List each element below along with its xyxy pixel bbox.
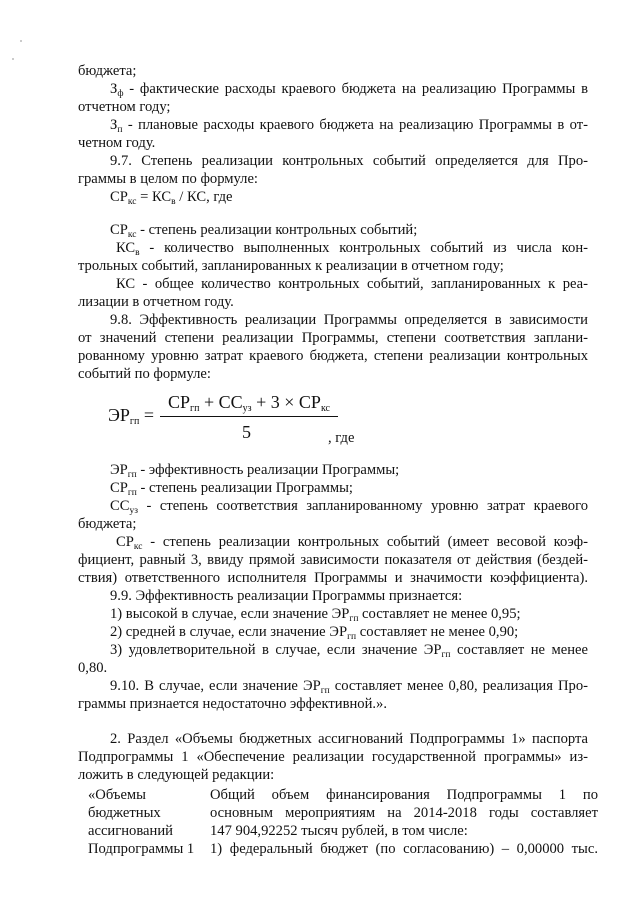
- text-line: ложить в следующей редакции:: [78, 767, 275, 783]
- text-line: 9.7. Степень реализации контрольных событий определяется для Про-: [110, 153, 588, 169]
- scan-speck: [20, 40, 22, 42]
- formula-inline: $СР_{кс} = КС_в$ / КС, где: [110, 189, 233, 207]
- formula-lhs: $ЭР_{гп}$ =: [108, 405, 155, 427]
- table-cell-value: основным мероприятиям на 2014-2018 годы составляет: [210, 805, 598, 821]
- text-line: $СС_{уз}$ - степень соответствия запланированному уровню затрат краевого: [110, 498, 588, 516]
- text-line: рованному уровню затрат краевого бюджета, степени реализации контрольных: [78, 348, 588, 364]
- text-line: $СР_{гп}$ - степень реализации Программы;: [110, 480, 353, 498]
- list-item: 1) высокой в случае, если значение $ЭР_{гп}$ составляет не менее 0,95;: [110, 606, 521, 624]
- scan-speck: [12, 58, 14, 60]
- text-line: от значений степени реализации Программы, степени соответствия заплани-: [78, 330, 588, 346]
- formula-numerator: $СР_{гп} + СС_{уз} + 3 \times СР_{кс}$: [168, 392, 330, 414]
- text-line: $КС_в$ - количество выполненных контрольных событий из числа кон-: [116, 240, 588, 258]
- text-line: $З_п$ - плановые расходы краевого бюджета на реализацию Программы в от-: [110, 117, 588, 135]
- fraction-bar: [160, 416, 338, 417]
- text-line: фициент, равный 3, ввиду прямой зависимости показателя от действия (бездей-: [78, 552, 588, 568]
- table-cell-value: 1) федеральный бюджет (по согласованию) – 0,00000 тыс.: [210, 841, 598, 857]
- text-line: 9.8. Эффективность реализации Программы определяется в зависимости: [110, 312, 588, 328]
- text-line: отчетном году;: [78, 99, 171, 115]
- efficiency-formula: [108, 392, 368, 452]
- text-line: $СР_{кс}$ - степень реализации контрольных событий (имеет весовой коэф-: [116, 534, 588, 552]
- table-cell-label: ассигнований: [88, 823, 173, 839]
- text-line: $ЭР_{гп}$ - эффективность реализации Программы;: [110, 462, 400, 480]
- formula-suffix: , где: [328, 430, 355, 446]
- text-line: 9.10. В случае, если значение $ЭР_{гп}$ составляет менее 0,80, реализация Про-: [110, 678, 588, 696]
- text-line: граммы в целом по формуле:: [78, 171, 258, 187]
- text-line: лизации в отчетном году.: [78, 294, 234, 310]
- table-cell-value: Общий объем финансирования Подпрограммы 1 по: [210, 787, 598, 803]
- text-line: трольных событий, запланированных к реализации в отчетном году;: [78, 258, 504, 274]
- text-line: бюджета;: [78, 516, 137, 532]
- text-line: событий по формуле:: [78, 366, 211, 382]
- table-cell-label: «Объемы: [88, 787, 146, 803]
- text-line: четном году.: [78, 135, 156, 151]
- text-line: $СР_{кс}$ - степень реализации контрольных событий;: [110, 222, 418, 240]
- table-cell-label: бюджетных: [88, 805, 161, 821]
- formula-denominator: 5: [242, 422, 251, 442]
- text-line: 2. Раздел «Объемы бюджетных ассигнований Подпрограммы 1» паспорта: [110, 731, 588, 747]
- text-line: КС - общее количество контрольных событий, запланированных к реа-: [116, 276, 588, 292]
- list-item: 2) средней в случае, если значение $ЭР_{гп}$ составляет не менее 0,90;: [110, 624, 519, 642]
- text-line: 9.9. Эффективность реализации Программы признается:: [110, 588, 463, 604]
- table-cell-label: Подпрограммы 1: [88, 841, 195, 857]
- table-cell-value: 147 904,92252 тысяч рублей, в том числе:: [210, 823, 468, 839]
- text-line: Подпрограммы 1 «Обеспечение реализации государственной программы» из-: [78, 749, 588, 765]
- list-item: 3) удовлетворительной в случае, если значение $ЭР_{гп}$ составляет не менее: [110, 642, 588, 660]
- text-line: $З_ф$ - фактические расходы краевого бюджета на реализацию Программы в: [110, 81, 588, 99]
- text-line: ствия) ответственного исполнителя Программы и значимости коэффициента).: [78, 570, 588, 586]
- text-line: 0,80.: [78, 660, 108, 676]
- text-line: граммы признается недостаточно эффективной.».: [78, 696, 388, 712]
- text-line: бюджета;: [78, 63, 137, 79]
